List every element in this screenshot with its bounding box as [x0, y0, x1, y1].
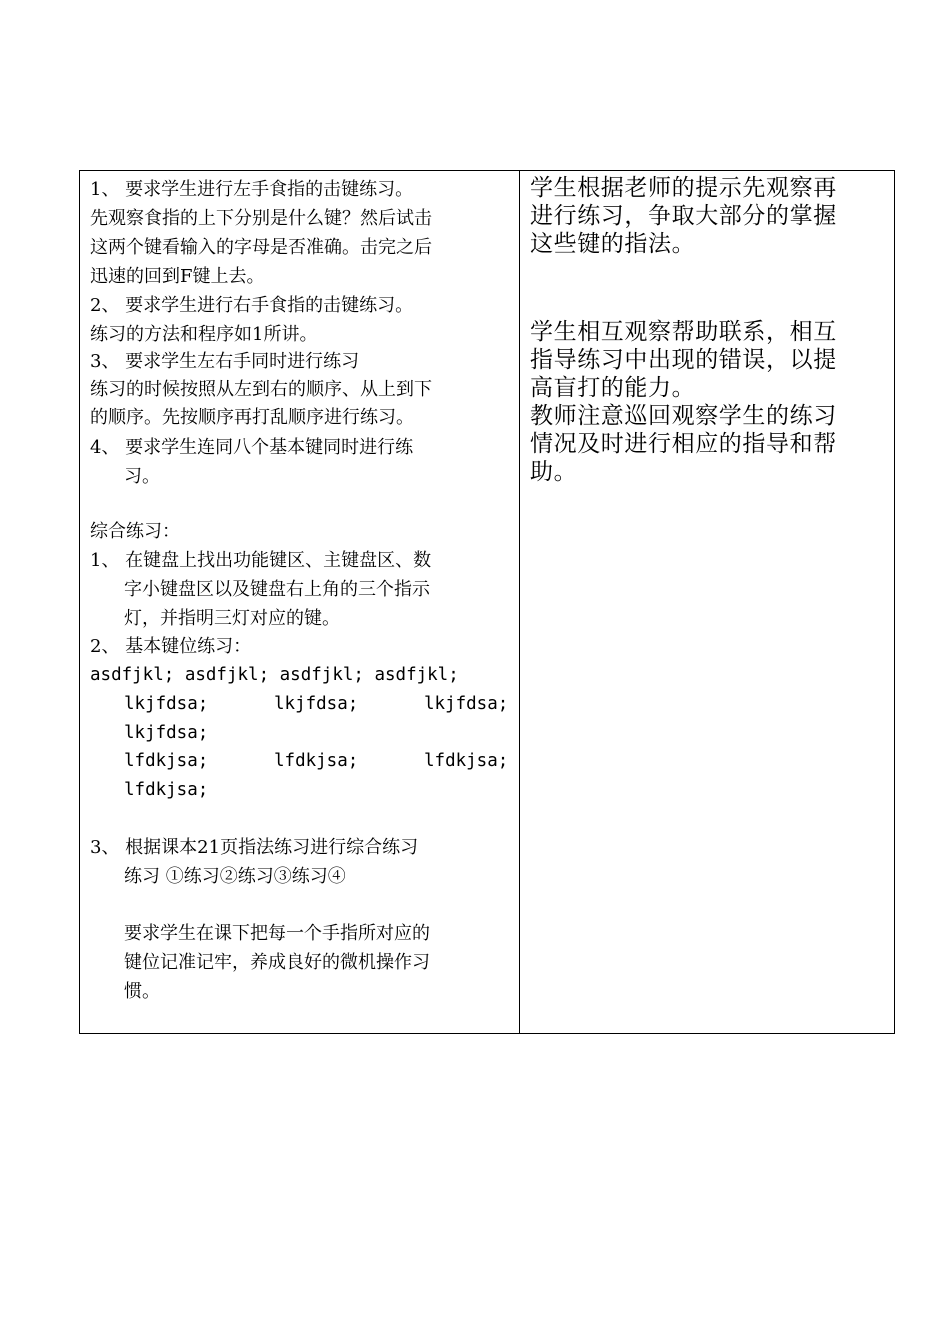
lesson-table [79, 170, 895, 1034]
item-1-text: 这两个键看输入的字母是否准确。击完之后 [90, 237, 432, 258]
homework-text: 要求学生在课下把每一个手指所对应的 [124, 923, 430, 944]
key-drill-word: lkjfdsa; [124, 723, 209, 743]
key-drill-word: lkjfdsa; [274, 694, 359, 714]
key-drill-word: lfdkjsa; [124, 751, 209, 771]
student-note: 高盲打的能力。 [530, 375, 696, 401]
teacher-activity-column [80, 171, 520, 1033]
comp-item-2: 2、 基本键位练习： [90, 636, 252, 657]
comp-item-1: 1、 在键盘上找出功能键区、主键盘区、数 [90, 550, 432, 571]
homework-text: 键位记准记牢，养成良好的微机操作习 [124, 952, 430, 973]
key-drill-word: lkjfdsa; [124, 694, 209, 714]
student-activity-column [520, 171, 894, 1033]
item-1-text: 先观察食指的上下分别是什么键？然后试击 [90, 208, 432, 229]
key-drill-word: lfdkjsa; [124, 780, 209, 800]
key-drill-line: asdfjkl; asdfjkl; asdfjkl; asdfjkl; [90, 665, 459, 685]
student-note: 指导练习中出现的错误，以提 [530, 347, 837, 373]
item-3: 3、 要求学生左右手同时进行练习 [90, 351, 360, 372]
item-1-text: 迅速的回到F键上去。 [90, 266, 265, 287]
student-note: 学生相互观察帮助联系，相互 [530, 319, 837, 345]
item-3-text: 的顺序。先按顺序再打乱顺序进行练习。 [90, 407, 414, 428]
comp-item-3: 3、 根据课本21页指法练习进行综合练习 [90, 837, 419, 858]
homework-text: 惯。 [124, 981, 160, 1002]
teacher-note: 助。 [530, 459, 578, 485]
key-drill-word: lfdkjsa; [274, 751, 359, 771]
item-2: 2、 要求学生进行右手食指的击键练习。 [90, 295, 414, 316]
key-drill-word: lkjfdsa; [424, 694, 509, 714]
student-note: 这些键的指法。 [530, 231, 696, 257]
comp-item-1-cont: 灯，并指明三灯对应的键。 [124, 608, 340, 629]
comp-item-3-cont: 练习 ①练习②练习③练习④ [124, 866, 346, 887]
comprehensive-title: 综合练习： [90, 521, 180, 542]
comp-item-1-cont: 字小键盘区以及键盘右上角的三个指示 [124, 579, 430, 600]
item-4: 4、 要求学生连同八个基本键同时进行练 [90, 437, 414, 458]
teacher-note: 情况及时进行相应的指导和帮 [530, 431, 837, 457]
item-1: 1、 要求学生进行左手食指的击键练习。 [90, 179, 414, 200]
teacher-note: 教师注意巡回观察学生的练习 [530, 403, 837, 429]
item-3-text: 练习的时候按照从左到右的顺序、从上到下 [90, 379, 432, 400]
item-4-cont: 习。 [124, 466, 160, 487]
key-drill-word: lfdkjsa; [424, 751, 509, 771]
item-2-text: 练习的方法和程序如1所讲。 [90, 324, 318, 345]
student-note: 学生根据老师的提示先观察再 [530, 175, 837, 201]
student-note: 进行练习，争取大部分的掌握 [530, 203, 837, 229]
